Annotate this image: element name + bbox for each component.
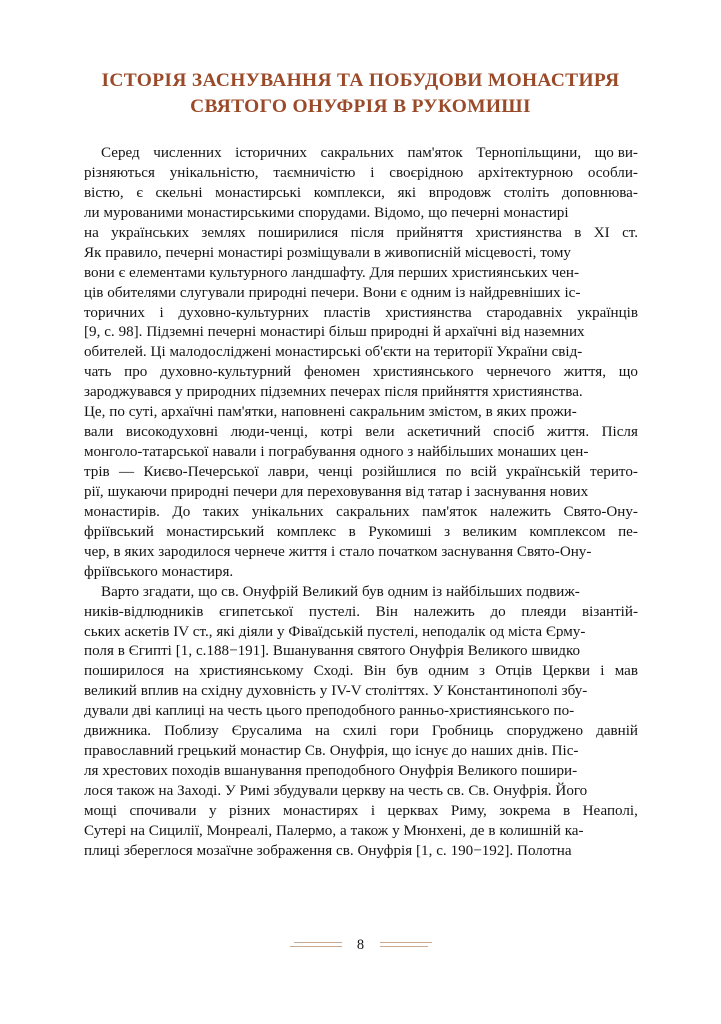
text-line: Варто згадати, що св. Онуфрій Великий був одним із найбільших подвиж- bbox=[101, 583, 580, 600]
text-line: монголо-татарської навали і пограбування одного з найбільших монаших цен- bbox=[84, 444, 589, 461]
ornament-left-icon bbox=[290, 942, 342, 949]
text-line: зароджувався у природних підземних печерах після прийняття християнства. bbox=[84, 384, 583, 401]
text-line: великий вплив на східну духовність у IV-V століттях. У Константинополі збу- bbox=[84, 683, 588, 700]
text-line: трів — Києво-Печерської лаври, ченці розійшлися по всій українській терито- bbox=[84, 464, 638, 480]
text-line: ля хрестових походів вшанування преподобного Онуфрія Великого пошири- bbox=[84, 763, 578, 780]
text-line: дували дві каплиці на честь цього преподобного ранньо-християнського по- bbox=[84, 703, 575, 720]
text-line: поля в Єгипті [1, с.188−191]. Вшанування святого Онуфрія Великого швидко bbox=[84, 643, 581, 660]
text-line: вони є елементами культурного ландшафту. Для перших християнських чен- bbox=[84, 264, 580, 281]
text-line: движника. Поблизу Єрусалима на схилі гори Гробниць споруджено давній bbox=[84, 723, 638, 740]
text-line: православний грецький монастир Св. Онуфрія, що існує до наших днів. Піс- bbox=[84, 743, 579, 760]
paragraph-2 bbox=[84, 583, 638, 862]
text-line: чать про духовно-культурний феномен християнського чернечого життя, що bbox=[84, 364, 638, 381]
text-line: фріївського монастиря. bbox=[84, 563, 234, 580]
text-line: ників-відлюдників єгипетської пустелі. Він належить до плеяди візантій- bbox=[84, 603, 638, 620]
text-line: лося також на Заході. У Римі збудували церкву на честь св. Св. Онуфрія. Його bbox=[84, 783, 588, 799]
text-line: Це, по суті, архаїчні пам'ятки, наповнені сакральним змістом, в яких прожи- bbox=[84, 404, 577, 421]
page-footer bbox=[0, 930, 721, 960]
text-line: на українських землях поширилися після прийняття християнства в XI ст. bbox=[84, 224, 638, 241]
text-line: вістю, є скельні монастирські комплекси, які впродовж століть доповнюва- bbox=[84, 184, 638, 201]
text-line: торичних і духовно-культурних пластів християнства стародавніх українців bbox=[84, 304, 638, 321]
ornament-right-icon bbox=[380, 942, 432, 949]
text-line: рії, шукаючи природні печери для переховування від татар і заснування нових bbox=[84, 483, 589, 500]
text-line: вали високодуховні люди-ченці, котрі вели аскетичний спосіб життя. Після bbox=[84, 424, 638, 441]
paragraph-1 bbox=[84, 144, 638, 583]
text-line: чер, в яких зародилося чернече життя і стало початком заснування Свято-Ону- bbox=[84, 543, 592, 560]
text-line: мощі спочивали у різних монастирях і церквах Риму, зокрема в Неаполі, bbox=[84, 802, 638, 819]
body-text bbox=[84, 144, 638, 862]
page-title-line-2: СВЯТОГО ОНУФРІЯ В РУКОМИШІ bbox=[190, 96, 531, 117]
text-line: поширилося на християнському Сході. Він був одним з Отців Церкви і мав bbox=[84, 663, 638, 680]
text-line: монастирів. До таких унікальних сакральних пам'яток належить Свято-Ону- bbox=[84, 503, 638, 520]
page-title bbox=[84, 68, 637, 120]
text-line: фріївський монастирський комплекс в Рукомиші з великим комплексом пе- bbox=[84, 523, 638, 540]
text-line: різняються унікальністю, таємничістю і своєрідною архітектурною особли- bbox=[84, 164, 638, 181]
page-title-line-1: ІСТОРІЯ ЗАСНУВАННЯ ТА ПОБУДОВИ МОНАСТИРЯ bbox=[101, 70, 620, 91]
text-line: Сутері на Сицилії, Монреалі, Палермо, а також у Мюнхені, де в колишній ка- bbox=[84, 822, 584, 839]
text-line: Як правило, печерні монастирі розміщували в живописній місцевості, тому bbox=[84, 244, 571, 261]
text-line: ли мурованими монастирськими спорудами. Відомо, що печерні монастирі bbox=[84, 204, 569, 221]
text-line: плиці збереглося мозаїчне зображення св. Онуфрія [1, с. 190−192]. Полотна bbox=[84, 842, 572, 859]
text-line: Серед численних історичних сакральних пам'яток Тернопільщини, що ви- bbox=[101, 145, 638, 161]
text-line: ських аскетів IV ст., які діяли у Фіваїдській пустелі, неподалік од міста Єрму- bbox=[84, 623, 586, 640]
text-line: [9, с. 98]. Підземні печерні монастирі більш природні й архаїчні від наземних bbox=[84, 324, 585, 341]
text-line: ців обителями слугували природні печери. Вони є одним із найдревніших іс- bbox=[84, 284, 581, 301]
text-line: обителей. Ці малодосліджені монастирські об'єкти на території України свід- bbox=[84, 344, 583, 361]
page-number: 8 bbox=[356, 936, 365, 953]
